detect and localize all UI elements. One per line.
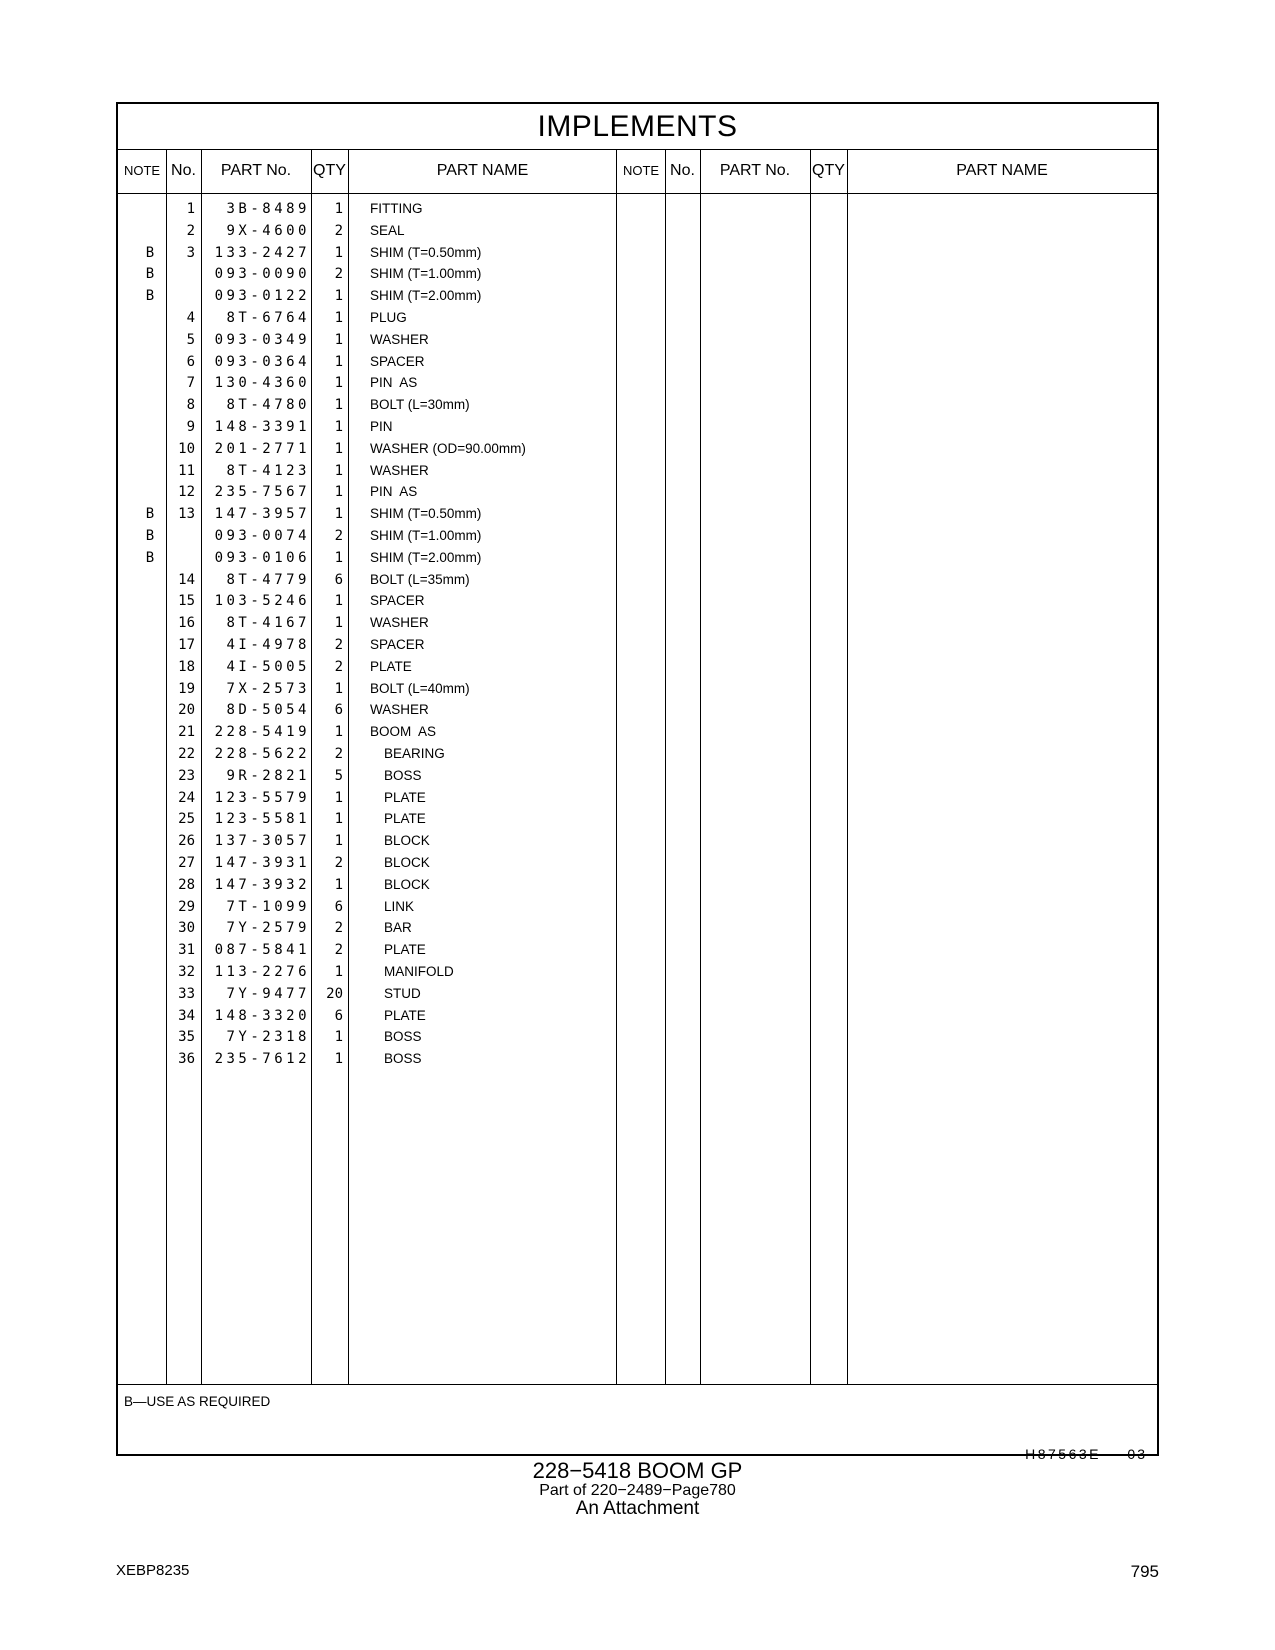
part-number-cell: 093-0090 [214,266,310,283]
note-cell: B [145,528,155,544]
table-title: IMPLEMENTS [118,104,1157,150]
table-row [118,964,1157,986]
item-number-cell: 33 [178,985,195,1002]
part-number-cell: 7Y-9477 [226,985,310,1002]
table-row [118,877,1157,899]
part-number-cell: 8D-5054 [226,702,310,719]
item-number-cell: 5 [186,331,195,348]
quantity-cell: 1 [334,833,343,850]
drawing-number: H87563E [1025,1446,1101,1462]
part-name-cell: BEARING [384,746,445,761]
note-cell: B [145,288,155,305]
part-name-cell: SEAL [370,222,405,238]
quantity-cell: 1 [334,440,343,457]
footer-divider [118,1384,1157,1385]
table-row [118,419,1157,441]
document-id: XEBP8235 [116,1562,190,1579]
part-number-cell: 148-3320 [214,1007,310,1024]
table-row [118,375,1157,397]
part-name-cell: SPACER [370,593,425,609]
part-name-cell: WASHER (OD=90.00mm) [370,440,526,456]
quantity-cell: 1 [334,331,343,348]
item-number-cell: 30 [178,920,195,937]
part-number-cell: 093-0074 [214,528,310,544]
quantity-cell: 6 [334,571,343,588]
part-number-cell: 133-2427 [214,244,310,261]
quantity-cell: 6 [334,1007,343,1024]
item-number-cell: 3 [186,244,195,261]
part-number-cell: 9R-2821 [226,767,310,784]
part-number-cell: 148-3391 [214,419,310,435]
part-number-cell: 7Y-2579 [226,920,310,937]
part-name-cell: BOSS [384,1051,422,1067]
quantity-cell: 5 [334,767,343,784]
part-name-cell: SHIM (T=2.00mm) [370,549,482,565]
part-number-cell: 093-0106 [214,549,310,566]
part-name-cell: WASHER [370,615,429,631]
quantity-cell: 2 [334,222,343,239]
quantity-cell: 1 [334,1029,343,1046]
table-row [118,833,1157,855]
part-name-cell: SHIM (T=1.00mm) [370,528,482,543]
quantity-cell: 1 [334,506,343,523]
item-number-cell: 25 [178,811,195,828]
part-number-cell: 093-0122 [214,288,310,305]
part-name-cell: WASHER [370,702,429,718]
note-cell: B [145,266,155,283]
part-name-cell: PLATE [384,811,426,827]
part-number-cell: 123-5579 [214,789,310,806]
part-number-cell: 8T-4780 [226,397,310,414]
part-name-cell: WASHER [370,462,429,478]
item-number-cell: 35 [178,1029,195,1046]
item-number-cell: 24 [178,789,195,806]
quantity-cell: 1 [334,288,343,305]
table-row [118,223,1157,245]
item-number-cell: 15 [178,593,195,610]
note-cell: B [145,549,155,566]
quantity-cell: 1 [334,593,343,610]
note-cell: B [145,244,155,261]
item-number-cell: 23 [178,767,195,784]
quantity-cell: 1 [334,811,343,828]
quantity-cell: 2 [334,942,343,959]
table-row [118,811,1157,833]
part-number-cell: 228-5419 [214,724,310,741]
part-name-cell: SHIM (T=0.50mm) [370,506,482,522]
footnote: B—USE AS REQUIRED [124,1394,271,1409]
part-name-cell: SHIM (T=0.50mm) [370,244,482,260]
item-number-cell: 12 [178,484,195,501]
table-row [118,855,1157,877]
table-row [118,354,1157,376]
header-note-right: NOTE [622,163,660,178]
quantity-cell: 1 [334,615,343,632]
item-number-cell: 32 [178,964,195,980]
item-number-cell: 17 [178,637,195,653]
part-number-cell: 4I-5005 [226,658,310,675]
group-caption: 228−5418 BOOM GP [532,1458,743,1483]
item-number-cell: 6 [186,353,195,370]
table-row [118,484,1157,506]
table-row [118,593,1157,615]
quantity-cell: 1 [334,724,343,741]
item-number-cell: 31 [178,942,195,959]
item-number-cell: 7 [186,375,195,392]
table-row [118,768,1157,790]
item-number-cell: 28 [178,876,195,893]
part-name-cell: PLATE [384,942,426,958]
part-number-cell: 123-5581 [214,811,310,828]
part-number-cell: 3B-8489 [226,201,310,217]
part-name-cell: PLATE [384,789,426,805]
table-header-row [118,149,1157,194]
part-name-cell: BOSS [384,1029,422,1045]
table-row [118,397,1157,419]
part-name-cell: PLUG [370,310,407,325]
quantity-cell: 1 [334,964,343,980]
part-number-cell: 235-7567 [214,484,310,501]
quantity-cell: 1 [334,549,343,566]
part-name-cell: STUD [384,985,421,1001]
part-number-cell: 235-7612 [214,1051,310,1068]
item-number-cell: 8 [186,397,195,414]
quantity-cell: 2 [334,746,343,762]
quantity-cell: 6 [334,702,343,719]
part-number-cell: 8T-4123 [226,462,310,479]
part-name-cell: PLATE [370,658,412,674]
part-name-cell: SHIM (T=2.00mm) [370,288,482,304]
part-name-cell: BOSS [384,767,422,783]
part-number-cell: 8T-6764 [226,310,310,326]
table-row [118,790,1157,812]
part-number-cell: 8T-4167 [226,615,310,632]
header-note-left: NOTE [123,163,161,178]
quantity-cell: 2 [334,637,343,653]
table-row [118,920,1157,942]
part-number-cell: 4I-4978 [226,637,310,653]
quantity-cell: 1 [334,462,343,479]
item-number-cell: 21 [178,724,195,741]
quantity-cell: 2 [334,658,343,675]
table-row [118,572,1157,594]
quantity-cell: 1 [334,876,343,893]
part-name-cell: FITTING [370,201,423,216]
parent-reference: Part of 220−2489−Page780 [539,1482,736,1499]
quantity-cell: 1 [334,375,343,392]
quantity-cell: 1 [334,244,343,261]
item-number-cell: 13 [178,506,195,523]
quantity-cell: 1 [334,397,343,414]
part-name-cell: BLOCK [384,855,430,870]
item-number-cell: 36 [178,1051,195,1068]
quantity-cell: 1 [334,419,343,435]
item-number-cell: 2 [186,222,195,239]
table-row [118,288,1157,310]
item-number-cell: 9 [186,419,195,435]
item-number-cell: 18 [178,658,195,675]
table-row [118,637,1157,659]
table-row [118,1029,1157,1051]
part-name-cell: PIN [370,419,393,434]
part-name-cell: PLATE [384,1007,426,1023]
table-row [118,681,1157,703]
part-name-cell: BAR [384,920,412,936]
part-name-cell: WASHER [370,331,429,347]
part-number-cell: 147-3957 [214,506,310,523]
part-number-cell: 130-4360 [214,375,310,392]
quantity-cell: 2 [334,266,343,283]
table-row [118,506,1157,528]
item-number-cell: 11 [178,462,195,479]
quantity-cell: 20 [326,985,343,1002]
table-row [118,245,1157,267]
header-qty-left: QTY [313,162,346,179]
part-number-cell: 228-5622 [214,746,310,762]
part-name-cell: BOLT (L=30mm) [370,397,470,413]
part-number-cell: 093-0349 [214,331,310,348]
header-no-left: No. [171,162,196,179]
part-name-cell: PIN AS [370,375,418,391]
part-number-cell: 201-2771 [214,440,310,457]
part-name-cell: MANIFOLD [384,964,454,979]
item-number-cell: 1 [186,201,195,217]
table-row [118,310,1157,332]
quantity-cell: 2 [334,920,343,937]
table-row [118,702,1157,724]
part-name-cell: SPACER [370,353,425,369]
header-part-name-left: PART NAME [436,162,529,179]
table-row [118,986,1157,1008]
part-name-cell: BLOCK [384,833,430,849]
part-number-cell: 7Y-2318 [226,1029,310,1046]
part-number-cell: 147-3931 [214,855,310,871]
quantity-cell: 1 [334,353,343,370]
quantity-cell: 1 [334,310,343,326]
item-number-cell: 27 [178,855,195,871]
note-cell: B [145,506,155,523]
part-number-cell: 7T-1099 [226,898,310,915]
table-row [118,615,1157,637]
part-number-cell: 113-2276 [214,964,310,980]
part-number-cell: 087-5841 [214,942,310,959]
part-number-cell: 9X-4600 [226,222,310,239]
table-row [118,441,1157,463]
quantity-cell: 1 [334,484,343,501]
item-number-cell: 20 [178,702,195,719]
item-number-cell: 14 [178,571,195,588]
item-number-cell: 4 [186,310,195,326]
quantity-cell: 1 [334,1051,343,1068]
quantity-cell: 1 [334,789,343,806]
part-name-cell: SPACER [370,637,425,652]
parts-table-frame [116,102,1159,1462]
part-name-cell: PIN AS [370,484,418,500]
part-number-cell: 7X-2573 [226,680,310,697]
quantity-cell: 1 [334,201,343,217]
table-row [118,332,1157,354]
table-row [118,550,1157,572]
table-row [118,746,1157,768]
header-no-right: No. [670,162,695,179]
item-number-cell: 19 [178,680,195,697]
part-number-cell: 137-3057 [214,833,310,850]
part-name-cell: LINK [384,898,415,914]
quantity-cell: 1 [334,680,343,697]
table-row [118,942,1157,964]
page-number: 795 [1130,1562,1159,1581]
table-row [118,724,1157,746]
part-number-cell: 8T-4779 [226,571,310,588]
part-number-cell: 093-0364 [214,353,310,370]
header-part-name-right: PART NAME [956,162,1048,179]
part-name-cell: BOLT (L=35mm) [370,571,470,587]
item-number-cell: 34 [178,1007,195,1024]
table-row [118,899,1157,921]
item-number-cell: 29 [178,898,195,915]
quantity-cell: 6 [334,898,343,915]
quantity-cell: 2 [334,855,343,871]
table-row [118,201,1157,223]
header-part-no-right: PART No. [719,162,791,179]
part-number-cell: 147-3932 [214,876,310,893]
part-name-cell: SHIM (T=1.00mm) [370,266,482,282]
table-row [118,528,1157,550]
table-row [118,1051,1157,1073]
header-part-no-left: PART No. [220,162,292,179]
quantity-cell: 2 [334,528,343,544]
item-number-cell: 16 [178,615,195,632]
drawing-revision: 03 [1127,1446,1147,1462]
item-number-cell: 22 [178,746,195,762]
attachment-label: An Attachment [575,1498,700,1519]
part-number-cell: 103-5246 [214,593,310,610]
item-number-cell: 26 [178,833,195,850]
table-row [118,1008,1157,1030]
part-name-cell: BOOM AS [370,724,437,740]
part-name-cell: BLOCK [384,876,430,892]
table-row [118,463,1157,485]
table-row [118,659,1157,681]
table-row [118,266,1157,288]
part-name-cell: BOLT (L=40mm) [370,680,470,696]
header-qty-right: QTY [812,162,845,179]
item-number-cell: 10 [178,440,195,457]
